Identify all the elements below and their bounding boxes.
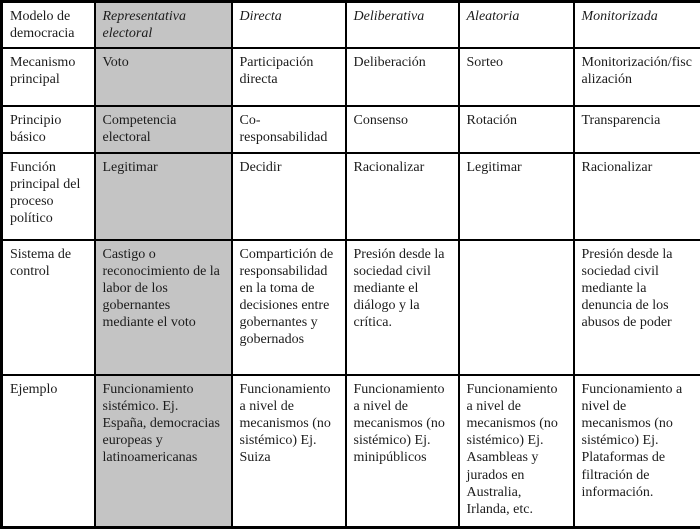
column-header-monitorizada: Monitorizada bbox=[574, 2, 700, 48]
cell-ejemplo-directa: Funcionamiento a nivel de mecanismos (no sistémico) Ej. Suiza bbox=[232, 375, 346, 527]
cell-ejemplo-aleatoria: Funcionamiento a nivel de mecanismos (no sistémico) Ej. Asambleas y jurados en Australia, Irlanda, etc. bbox=[459, 375, 574, 527]
cell-mecanismo-aleatoria: Sorteo bbox=[459, 48, 574, 106]
cell-principio-aleatoria: Rotación bbox=[459, 106, 574, 153]
cell-mecanismo-deliberativa: Deliberación bbox=[346, 48, 459, 106]
cell-ejemplo-representativa: Funcionamiento sistémico. Ej. España, democracias europeas y latinoamericanas bbox=[95, 375, 232, 527]
cell-sistema-representativa: Castigo o reconocimiento de la labor de los gobernantes mediante el voto bbox=[95, 240, 232, 375]
cell-funcion-monitorizada: Racionalizar bbox=[574, 153, 700, 240]
cell-ejemplo-deliberativa: Funcionamiento a nivel de mecanismos (no sistémico) Ej. minipúblicos bbox=[346, 375, 459, 527]
row-sistema-de-control bbox=[2, 240, 700, 375]
row-label-ejemplo: Ejemplo bbox=[2, 375, 95, 527]
cell-mecanismo-monitorizada: Monitorización/fiscalización bbox=[574, 48, 700, 106]
row-ejemplo bbox=[2, 375, 700, 527]
column-header-deliberativa: Deliberativa bbox=[346, 2, 459, 48]
cell-principio-representativa: Competencia electoral bbox=[95, 106, 232, 153]
cell-ejemplo-monitorizada: Funcionamiento a nivel de mecanismos (no sistémico) Ej. Plataformas de filtración de información. bbox=[574, 375, 700, 527]
header-row bbox=[2, 2, 700, 48]
cell-sistema-directa: Compartición de responsabilidad en la toma de decisiones entre gobernantes y gobernados bbox=[232, 240, 346, 375]
cell-sistema-aleatoria-empty bbox=[459, 240, 574, 375]
cell-mecanismo-directa: Participación directa bbox=[232, 48, 346, 106]
cell-principio-deliberativa: Consenso bbox=[346, 106, 459, 153]
cell-mecanismo-representativa: Voto bbox=[95, 48, 232, 106]
cell-sistema-deliberativa: Presión desde la sociedad civil mediante el diálogo y la crítica. bbox=[346, 240, 459, 375]
corner-header-model-of-democracy: Modelo de democracia bbox=[2, 2, 95, 48]
cell-funcion-representativa: Legitimar bbox=[95, 153, 232, 240]
row-label-sistema-de-control: Sistema de control bbox=[2, 240, 95, 375]
row-funcion-principal bbox=[2, 153, 700, 240]
row-label-principio-basico: Principio básico bbox=[2, 106, 95, 153]
column-header-representativa-electoral: Representativa electoral bbox=[95, 2, 232, 48]
cell-principio-monitorizada: Transparencia bbox=[574, 106, 700, 153]
row-label-funcion-principal: Función principal del proceso político bbox=[2, 153, 95, 240]
row-mecanismo-principal bbox=[2, 48, 700, 106]
cell-sistema-monitorizada: Presión desde la sociedad civil mediante la denuncia de los abusos de poder bbox=[574, 240, 700, 375]
row-label-mecanismo-principal: Mecanismo principal bbox=[2, 48, 95, 106]
cell-funcion-deliberativa: Racionalizar bbox=[346, 153, 459, 240]
column-header-aleatoria: Aleatoria bbox=[459, 2, 574, 48]
cell-principio-directa: Co-responsabilidad bbox=[232, 106, 346, 153]
column-header-directa: Directa bbox=[232, 2, 346, 48]
cell-funcion-directa: Decidir bbox=[232, 153, 346, 240]
row-principio-basico bbox=[2, 106, 700, 153]
cell-funcion-aleatoria: Legitimar bbox=[459, 153, 574, 240]
